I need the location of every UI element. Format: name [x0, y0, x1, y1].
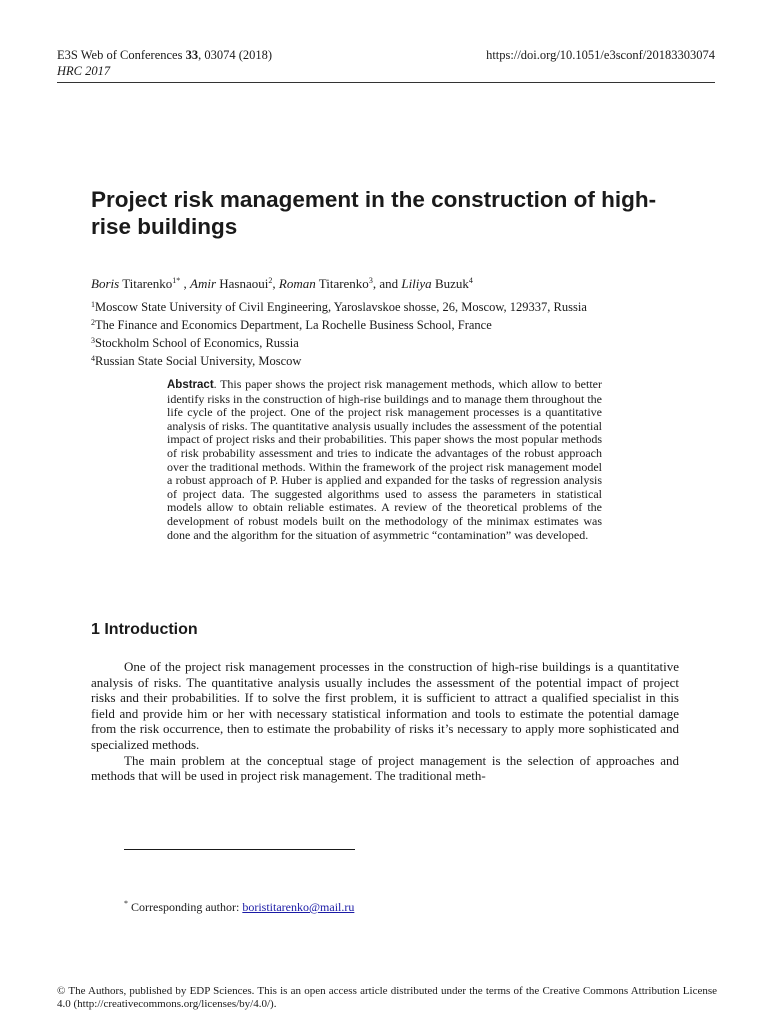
affiliation-list [91, 297, 587, 369]
footnote-text: Corresponding author: [128, 900, 243, 914]
abstract [167, 378, 602, 542]
doi-link[interactable]: https://doi.org/10.1051/e3sconf/20183303074 [486, 48, 715, 62]
author-conjunction: and [379, 276, 399, 291]
abstract-text: . This paper shows the project risk management methods, which allow to better identify risks in the construction of high-rise buildings and to manage them throughout the life cycle of the project. One of the project risk management processes is a quantitative analysis of risks. The quantitative analysis usually includes the assessment of the potential impact of project risks and their probabilities. This paper shows the most popular methods of risk probability assessment and tries to indicate the advantages of the robust approach over the traditional methods. Within the framework of the project risk management model a robust approach of P. Huber is applied and expanded for the tasks of regression analysis of project data. The suggested algorithms used to assess the parameters in statistical models allow to obtain reliable estimates. A review of the theoretical problems of the development of robust models built on the methodology of the minimax estimates was done and the algorithm for the situation of asymmetric “contamination” was developed. [167, 377, 602, 542]
author-list: Boris Titarenko$^{1*}$ , Amir Hasnaoui$^2$, Roman Titarenko$^3$, and Liliya Buzuk$^4$ [91, 276, 473, 291]
affiliation: $^3$Stockholm School of Economics, Russia [91, 336, 299, 350]
author: Liliya Buzuk$^4$ [401, 276, 473, 291]
article-number: , 03074 (2018) [198, 48, 273, 62]
affiliation: $^2$The Finance and Economics Department, La Rochelle Business School, France [91, 318, 492, 332]
license-notice: © The Authors, published by EDP Sciences. This is an open access article distributed under the terms of the Creative Commons Attribution License 4.0 (http://creativecommons.org/licenses/by/4.0/). [57, 985, 717, 1010]
author: Amir Hasnaoui$^2$ [190, 276, 273, 291]
header-rule [57, 82, 715, 83]
body-text [91, 659, 679, 784]
footnote [124, 896, 354, 915]
conference-name: HRC 2017 [57, 64, 111, 78]
journal-volume: 33 [185, 48, 199, 62]
journal-name: E3S Web of Conferences [57, 48, 183, 62]
paragraph: The main problem at the conceptual stage of project management is the selection of approaches and methods that will be used in project risk management. The traditional meth- [91, 752, 679, 784]
footnote-rule [124, 849, 355, 850]
paragraph: One of the project risk management processes in the construction of high-rise buildings is a quantitative analysis of risks. The quantitative analysis usually includes the assessment of the potential impact of project risks and their probabilities. If to solve the first problem, it is sufficient to attract a qualified specialist in this field and provide him or her with necessary statistical information and tools to estimate the potential damage from the risk occurrence, then to estimate the probability of risks it’s necessary to apply more sophisticated and specialized methods. [91, 659, 679, 752]
author: Roman Titarenko$^3$ [278, 276, 373, 291]
abstract-label: Abstract [167, 379, 214, 391]
footnote-mark: * [124, 899, 128, 908]
affiliation: $^4$Russian State Social University, Moscow [91, 354, 302, 368]
affiliation: $^1$Moscow State University of Civil Engineering, Yaroslavskoe shosse, 26, Moscow, 129337, Russia [91, 300, 587, 314]
section-heading: 1 Introduction [91, 621, 198, 638]
author: Boris Titarenko$^{1*}$ [91, 276, 181, 291]
journal-citation [57, 48, 272, 63]
paper-title: Project risk management in the construction of high-rise buildings [91, 187, 657, 239]
author-email-link[interactable]: boristitarenko@mail.ru [242, 900, 355, 914]
